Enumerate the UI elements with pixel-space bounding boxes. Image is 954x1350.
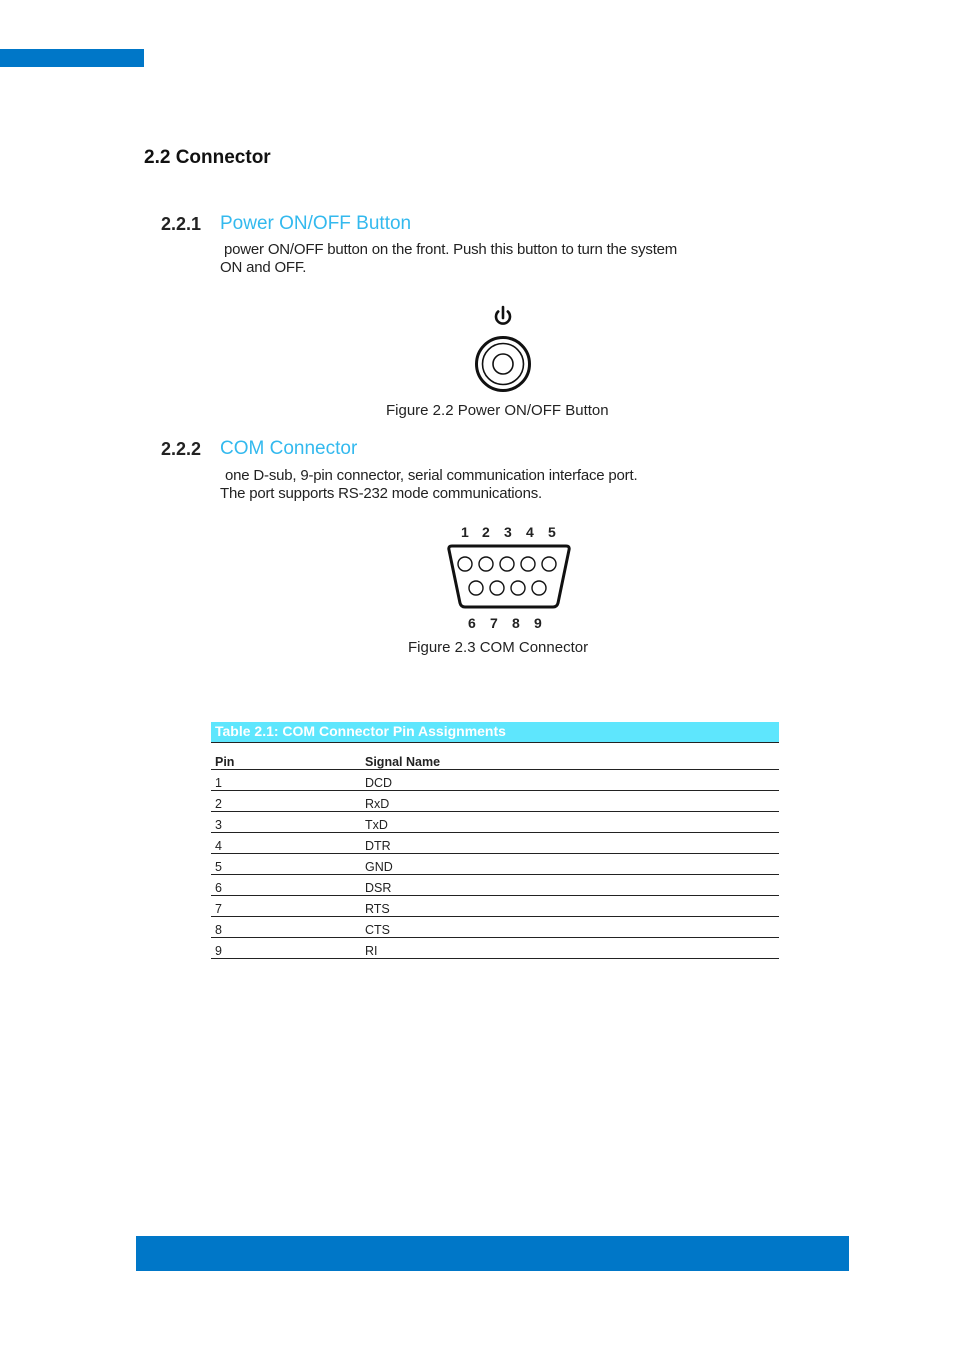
subsection-title-power: Power ON/OFF Button [220,213,412,234]
power-description [220,241,740,277]
subsection-number-com: 2.2.2 [161,439,202,459]
table-row [211,791,779,812]
table-caption: Table 2.1: COM Connector Pin Assignments [211,722,779,743]
pin-cell: 7 [211,896,363,917]
pin-label-2: 2 [482,524,490,540]
power-description-line1: power ON/OFF button on the front. Push this button to turn the system [224,241,678,258]
figure-2-2-caption: Figure 2.2 Power ON/OFF Button [386,402,609,419]
pin-label-4: 4 [526,524,534,540]
table-row [211,770,779,791]
db9-connector-icon [446,542,572,612]
signal-cell: DCD [363,770,779,791]
pin-label-6: 6 [468,615,476,631]
com-description [220,467,740,503]
pin-cell: 1 [211,770,363,791]
signal-cell: TxD [363,812,779,833]
pin-cell: 3 [211,812,363,833]
power-button-figure [470,302,536,396]
header-signal-name: Signal Name [363,743,779,770]
pin-label-8: 8 [512,615,520,631]
table-row [211,875,779,896]
power-button-icon [477,338,530,391]
header-pin: Pin [211,743,363,770]
signal-cell: CTS [363,917,779,938]
pin-cell: 6 [211,875,363,896]
section-heading: 2.2 Connector [144,147,271,168]
pin-label-9: 9 [534,615,542,631]
signal-cell: GND [363,854,779,875]
table-row [211,854,779,875]
header-color-bar [0,49,144,67]
pin-label-3: 3 [504,524,512,540]
pin-label-5: 5 [548,524,556,540]
table-row [211,938,779,959]
power-description-line2: ON and OFF. [220,259,307,276]
pin-label-7: 7 [490,615,498,631]
table-row [211,917,779,938]
pin-table-grid [211,743,779,959]
power-symbol-icon [496,307,510,324]
pin-cell: 2 [211,791,363,812]
signal-cell: RTS [363,896,779,917]
pin-assignment-table [211,722,779,959]
pin-cell: 5 [211,854,363,875]
subsection-number-power: 2.2.1 [161,214,202,234]
table-row [211,812,779,833]
footer-color-bar [136,1236,849,1271]
signal-cell: RxD [363,791,779,812]
pin-cell: 8 [211,917,363,938]
table-row [211,896,779,917]
subsection-title-com: COM Connector [220,438,358,459]
table-header-row [211,743,779,770]
signal-cell: RI [363,938,779,959]
com-connector-figure [446,524,576,636]
pin-cell: 4 [211,833,363,854]
com-description-line2: The port supports RS-232 mode communications. [220,485,542,502]
pin-label-1: 1 [461,524,469,540]
table-row [211,833,779,854]
pin-cell: 9 [211,938,363,959]
figure-2-3-caption: Figure 2.3 COM Connector [408,639,589,656]
signal-cell: DTR [363,833,779,854]
com-description-line1: one D-sub, 9-pin connector, serial communication interface port. [225,467,638,484]
signal-cell: DSR [363,875,779,896]
